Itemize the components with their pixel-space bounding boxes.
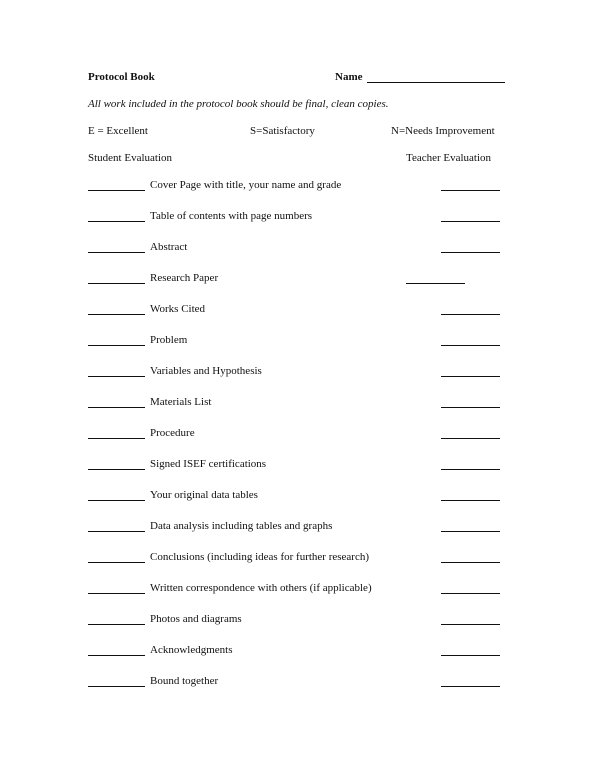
checklist-item-label: Data analysis including tables and graphs: [150, 520, 333, 532]
checklist-row: [0, 396, 600, 416]
checklist-item-label: Table of contents with page numbers: [150, 210, 313, 222]
teacher-evaluation-blank: [441, 314, 500, 315]
checklist-row: [0, 675, 600, 695]
checklist-row: [0, 427, 600, 447]
checklist-row: [0, 520, 600, 540]
student-evaluation-blank: [88, 438, 145, 439]
student-evaluation-blank: [88, 624, 145, 625]
checklist-item-label: Cover Page with title, your name and grade: [150, 179, 342, 191]
checklist-item-label: Conclusions (including ideas for further research): [150, 551, 370, 563]
checklist-item-label: Signed ISEF certifications: [150, 458, 267, 470]
student-evaluation-blank: [88, 686, 145, 687]
student-evaluation-blank: [88, 531, 145, 532]
student-evaluation-blank: [88, 469, 145, 470]
checklist-row: [0, 303, 600, 323]
instruction-text: All work included in the protocol book should be final, clean copies.: [88, 98, 389, 110]
checklist-row: [0, 489, 600, 509]
student-evaluation-blank: [88, 500, 145, 501]
student-evaluation-blank: [88, 252, 145, 253]
student-evaluation-blank: [88, 593, 145, 594]
checklist-row: [0, 334, 600, 354]
student-evaluation-header: Student Evaluation: [88, 152, 173, 164]
student-evaluation-blank: [88, 655, 145, 656]
checklist-item-label: Your original data tables: [150, 489, 258, 501]
teacher-evaluation-blank: [406, 283, 465, 284]
student-evaluation-blank: [88, 345, 145, 346]
checklist-item-label: Variables and Hypothesis: [150, 365, 262, 377]
teacher-evaluation-blank: [441, 686, 500, 687]
teacher-evaluation-header: Teacher Evaluation: [406, 152, 492, 164]
checklist-item-label: Procedure: [150, 427, 195, 439]
name-blank-line: [367, 82, 505, 83]
teacher-evaluation-blank: [441, 655, 500, 656]
legend-excellent: E = Excellent: [88, 125, 148, 137]
teacher-evaluation-blank: [441, 190, 500, 191]
student-evaluation-blank: [88, 376, 145, 377]
checklist-row: [0, 241, 600, 261]
student-evaluation-blank: [88, 283, 145, 284]
student-evaluation-blank: [88, 190, 145, 191]
checklist-item-label: Works Cited: [150, 303, 206, 315]
checklist-row: [0, 210, 600, 230]
checklist-row: [0, 551, 600, 571]
teacher-evaluation-blank: [441, 345, 500, 346]
teacher-evaluation-blank: [441, 531, 500, 532]
checklist-row: [0, 179, 600, 199]
checklist-row: [0, 458, 600, 478]
checklist-item-label: Research Paper: [150, 272, 219, 284]
student-evaluation-blank: [88, 314, 145, 315]
checklist-item-label: Problem: [150, 334, 188, 346]
checklist-row: [0, 613, 600, 633]
legend-satisfactory: S=Satisfactory: [250, 125, 315, 137]
checklist-row: [0, 644, 600, 664]
checklist-row: [0, 582, 600, 602]
teacher-evaluation-blank: [441, 376, 500, 377]
name-label: Name: [335, 71, 363, 83]
student-evaluation-blank: [88, 407, 145, 408]
checklist-item-label: Acknowledgments: [150, 644, 233, 656]
teacher-evaluation-blank: [441, 438, 500, 439]
checklist-item-label: Abstract: [150, 241, 188, 253]
teacher-evaluation-blank: [441, 252, 500, 253]
student-evaluation-blank: [88, 562, 145, 563]
teacher-evaluation-blank: [441, 221, 500, 222]
teacher-evaluation-blank: [441, 469, 500, 470]
student-evaluation-blank: [88, 221, 145, 222]
checklist-item-label: Bound together: [150, 675, 219, 687]
checklist-item-label: Photos and diagrams: [150, 613, 242, 625]
teacher-evaluation-blank: [441, 593, 500, 594]
checklist-row: [0, 272, 600, 292]
checklist-item-label: Materials List: [150, 396, 212, 408]
teacher-evaluation-blank: [441, 407, 500, 408]
teacher-evaluation-blank: [441, 562, 500, 563]
teacher-evaluation-blank: [441, 500, 500, 501]
teacher-evaluation-blank: [441, 624, 500, 625]
legend-needs-improvement: N=Needs Improvement: [391, 125, 495, 137]
checklist-item-label: Written correspondence with others (if applicable): [150, 582, 372, 594]
page-title: Protocol Book: [88, 71, 155, 83]
checklist-row: [0, 365, 600, 385]
